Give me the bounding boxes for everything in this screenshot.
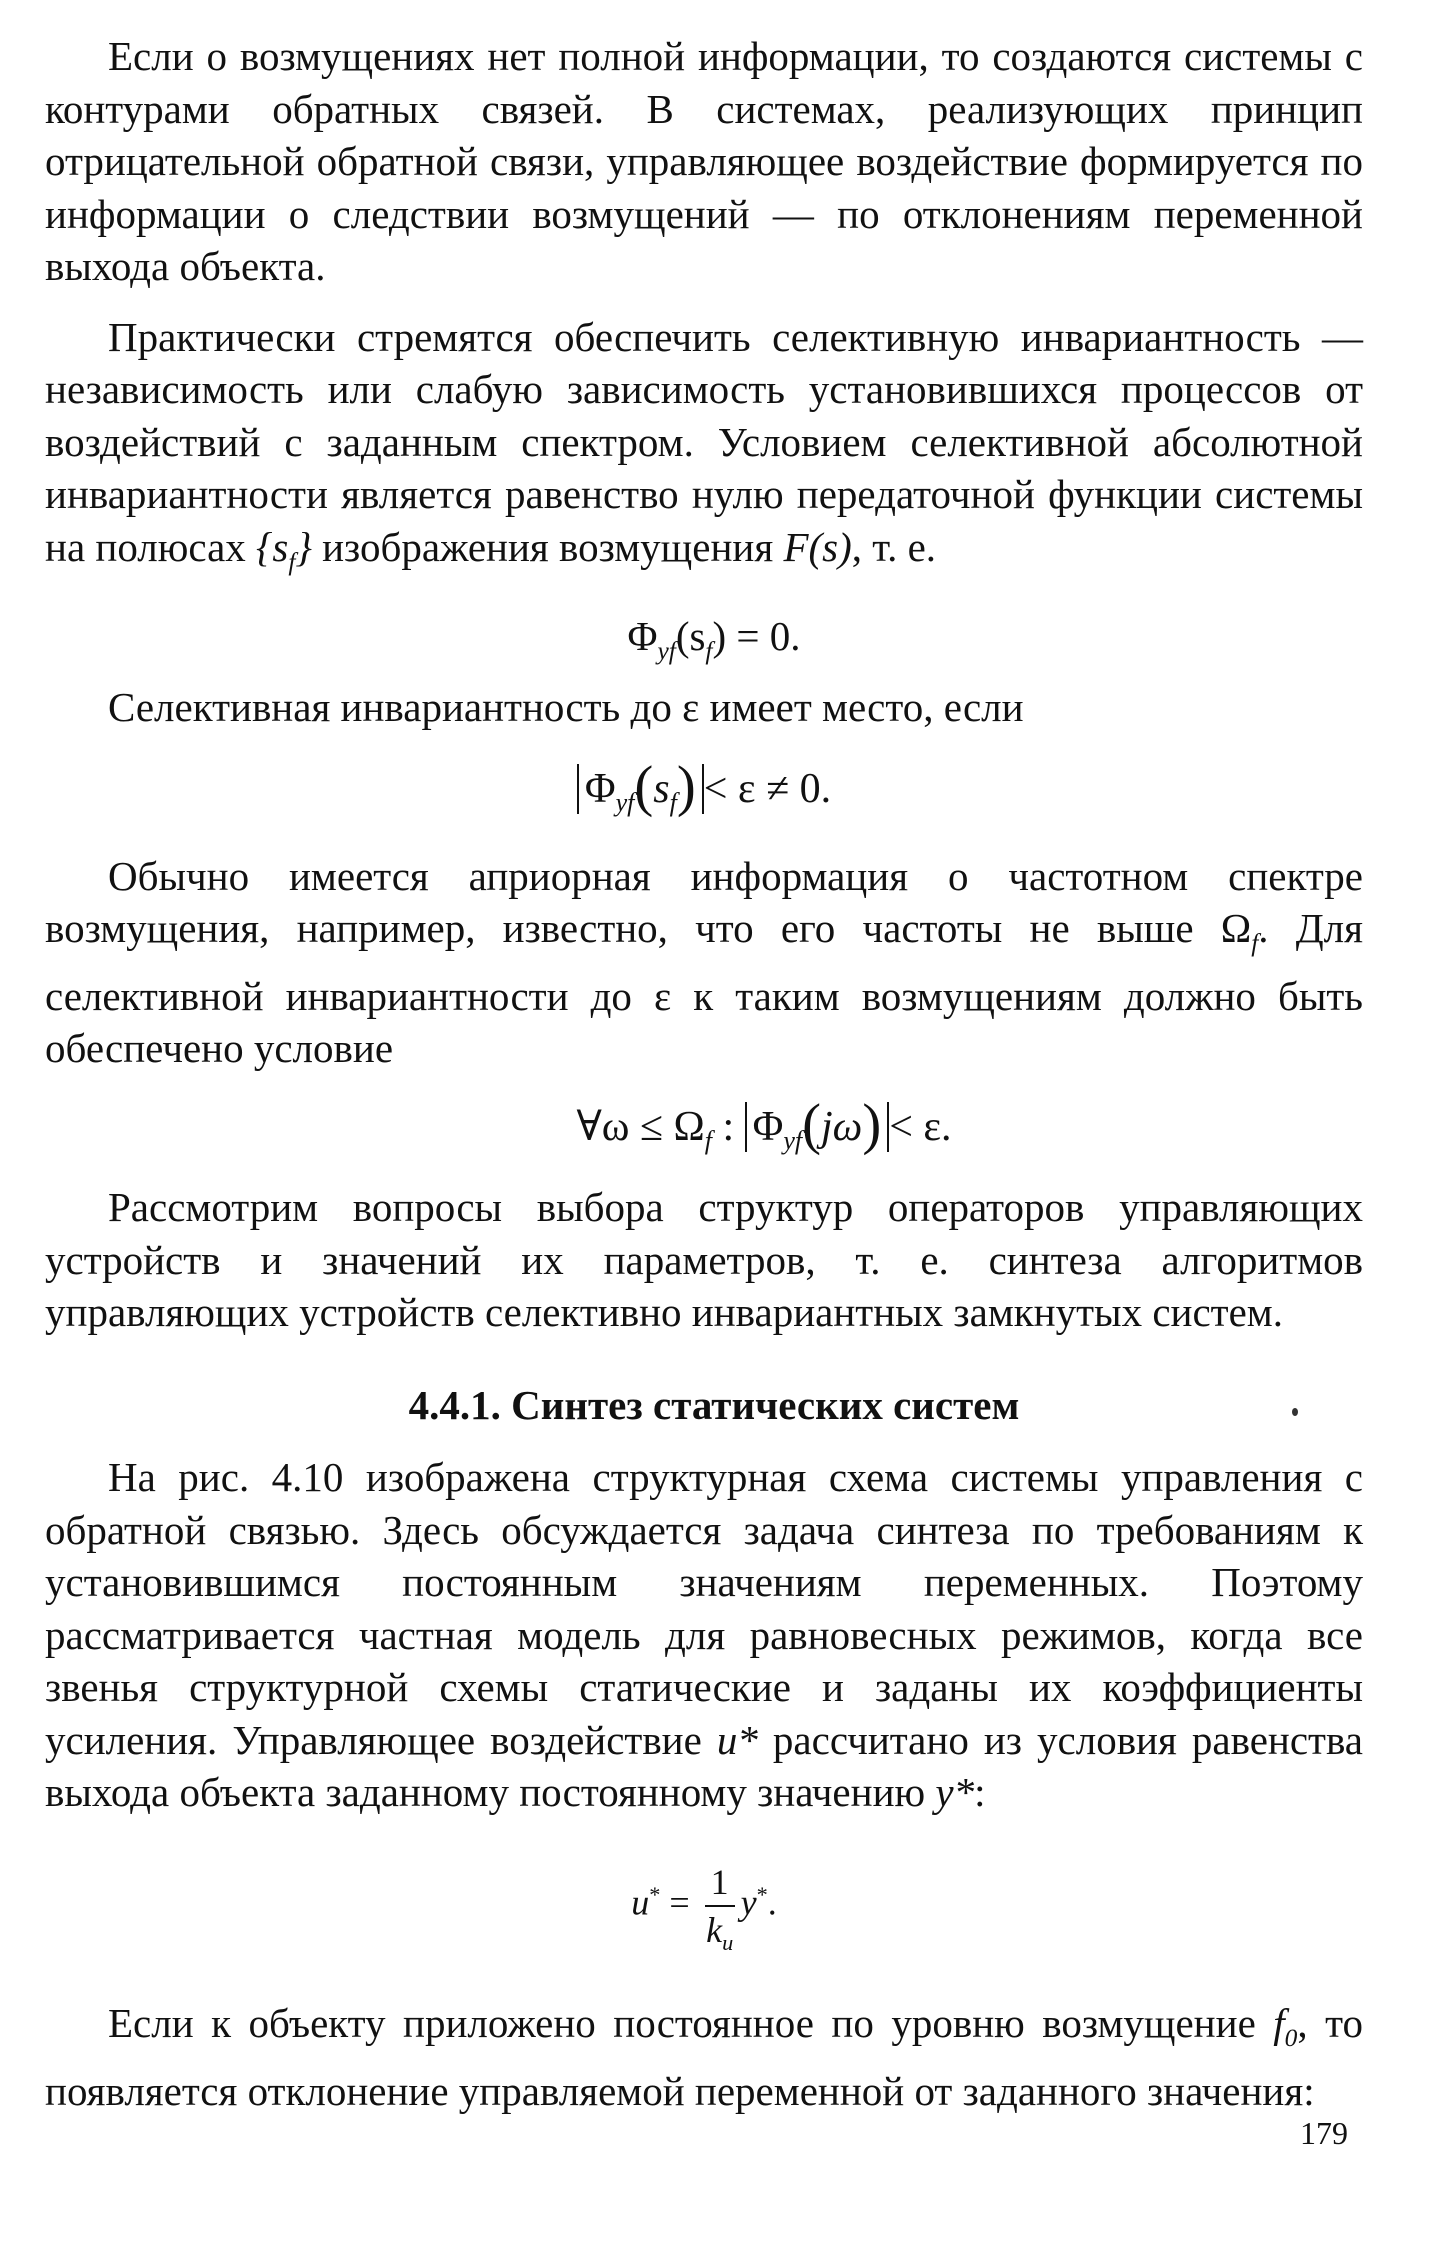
paragraph-selective-invariance: Практически стремятся обеспечить селективную инвариантность — независимость или слабую зависимость установившихся процессов от воздействий с заданным спектром. Условием селективной абсолютной инвариантности является равенство нулю передаточной функции системы на полюсах $\{s_f\}$ изображения возмущения F(s), т. е. [45,313,1363,576]
equation-absolute-invariance: $\Phi_{yf}(s_f) = 0$. [627,613,801,666]
equation-frequency-condition: ∀ω ≤ $\Omega_f$ : $\Phi_{yf}(j\omega) < \varepsilon$. [576,1092,952,1156]
disturbance-image-symbol: F(s) [783,523,852,570]
disturbance-f0-symbol: $f_0$ [1273,1999,1298,2053]
page-body [45,30,1363,2117]
paragraph-synthesis: Рассмотрим вопросы выбора структур операторов управляющих устройств и значений их параметров, т. е. синтеза алгоритмов управляющих устройств селективно инвариантных замкнутых систем. [45,1184,1363,1336]
poles-symbol: $\{s_f\}$ [256,523,312,576]
paragraph-frequency-spectrum: Обычно имеется априорная информация о частотном спектре возмущения, например, известно, что его частоты не выше $\Omega_f$. Для селективной инвариантности до ε к таким возмущениям должно быть обеспечено условие [45,852,1363,1072]
omega-symbol: $\Omega_f$ [1220,905,1259,958]
section-heading: 4.4.1. Синтез статических систем [408,1381,1020,1428]
equation-epsilon-invariance: $\Phi_{yf}(s_f) < \varepsilon \ne 0$. [45,763,1363,816]
scan-speck [1292,1408,1298,1416]
paragraph-static-systems: На рис. 4.10 изображена структурная схема системы управления с обратной связью. Здесь обсуждается задача синтеза по требованиям к установившимся постоянным значениям переменных. Поэтому рассматривается частная модель для равновесных режимов, когда все звенья структурной схемы статические и заданы их коэффициенты усиления. Управляющее воздействие u* рассчитано из условия равенства выхода объекта заданному постоянному значению y*: [45,1454,1363,1816]
page-number: 179 [1300,2115,1348,2151]
setpoint-y-symbol: y* [935,1769,975,1816]
paragraph-epsilon-invariance: Селективная инвариантность до ε имеет место, если [108,683,1024,730]
fraction-one-over-ku: $\frac{1}{k_u}$ [705,1859,735,1953]
paragraph-feedback: Если о возмущениях нет полной информации, то создаются системы с контурами обратных связей. В системах, реализующих принцип отрицательной обратной связи, управляющее воздействие формируется по информации о следствии возмущений — по отклонениям переменной выхода объекта. [45,33,1363,289]
paragraph-disturbance: Если к объекту приложено постоянное по уровню возмущение $f_0$, то появляется отклонение управляемой переменной от заданного значения: [45,1999,1363,2114]
control-u-symbol: u* [716,1716,758,1763]
equation-control-action: u* = $\frac{1}{k_u}$ y*. [45,1859,1363,1953]
